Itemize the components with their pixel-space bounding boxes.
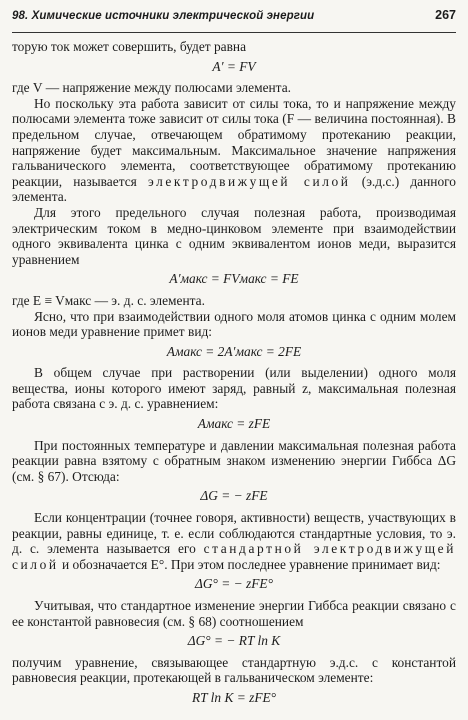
- paragraph-3-text-b: (э.д.с.) данного элемента.: [12, 173, 456, 205]
- paragraph-7: В общем случае при растворении (или выделении) одного моля вещества, ионы которого имеют заряд, равный z, максимальная полезная работа связана с э. д. с. уравнением:: [12, 365, 456, 412]
- page-header: [12, 8, 456, 32]
- equation-2: A′макс = FVмакс = FE: [169, 271, 299, 287]
- running-head: 98. Химические источники электрической энергии: [12, 10, 315, 22]
- paragraph-3: [12, 96, 456, 205]
- equation-5: ΔG = − zFE: [200, 488, 268, 504]
- paragraph-4: Для этого предельного случая полезная работа, производимая электрическим током в медно-цинковом элементе при взаимодействии одного эквивалента цинка с одним эквивалентом ионов меди, выразится уравнением: [12, 204, 456, 267]
- paragraph-9-text-a: Если концентрации (точнее говоря, активности) веществ, участвующих в реакции, равны единице, т. е. если соблюдаются стандартные условия, то э. д. с. элемента называется его: [12, 510, 456, 557]
- paragraph-5: где E ≡ Vмакс — э. д. с. элемента.: [12, 292, 205, 308]
- term-emf: электродвижущей силой: [147, 173, 351, 189]
- term-standard-emf: стандартной электродвижущей силой: [12, 541, 456, 572]
- paragraph-6: Ясно, что при взаимодействии одного моля атомов цинка с одним молем ионов меди уравнение примет вид:: [12, 308, 456, 340]
- paragraph-9: [12, 510, 456, 572]
- paragraph-3-text-a: Но поскольку эта работа зависит от силы тока, то и напряжение между полюсами элемента тоже зависит от силы тока (F — величина постоянная). В предельном случае, отвечающем обратимому протеканию реакции, напряжение будет максимальным. Максимальное значение напряжения гальванического элемента, соответствующее обратимому протеканию реакции, называется: [12, 95, 456, 189]
- equation-7: ΔG° = − RT ln K: [187, 633, 281, 649]
- paragraph-8: При постоянных температуре и давлении максимальная полезная работа реакции равна взятому с обратным знаком изменению энергии Гиббса ΔG (см. § 67). Отсюда:: [12, 437, 456, 484]
- page-number: 267: [435, 8, 456, 22]
- paragraph-9-text-b: и обозначается E°. При этом последнее уравнение принимает вид:: [58, 556, 441, 572]
- equation-6: ΔG° = − zFE°: [195, 576, 273, 592]
- paragraph-11: получим уравнение, связывающее стандартную э.д.с. с константой равновесия реакции, протекающей в гальваническом элементе:: [12, 654, 456, 686]
- equation-1: A′ = FV: [212, 58, 256, 74]
- equation-4: Aмакс = zFE: [197, 416, 271, 432]
- equation-3: Aмакс = 2A′макс = 2FE: [166, 343, 302, 359]
- header-rule: [12, 32, 456, 33]
- paragraph-10: Учитывая, что стандартное изменение энергии Гиббса реакции связано с ее константой равновесия (см. § 68) соотношением: [12, 598, 456, 629]
- paragraph-2: где V — напряжение между полюсами элемента.: [12, 80, 291, 96]
- equation-8: RT ln K = zFE°: [191, 689, 277, 705]
- paragraph-1: торую ток может совершить, будет равна: [12, 39, 247, 54]
